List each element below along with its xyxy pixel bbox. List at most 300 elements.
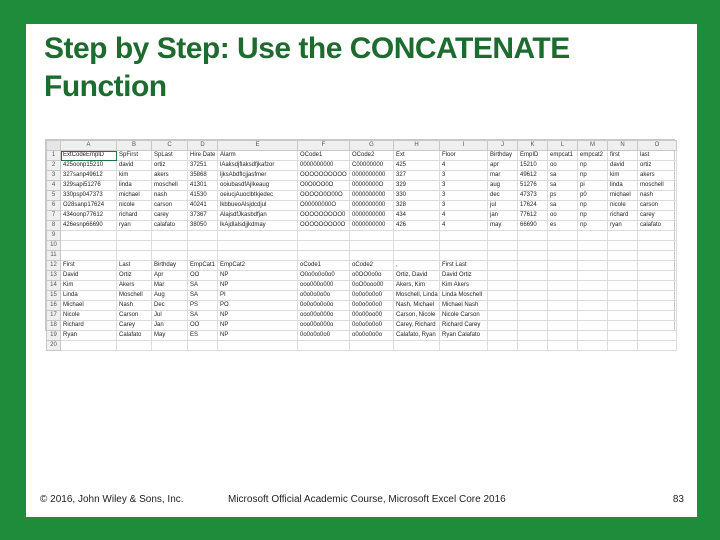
grid-cell[interactable] [518,251,548,261]
grid-cell[interactable] [298,231,350,241]
grid-cell[interactable]: Ortiz [117,271,152,281]
grid-cell[interactable] [638,311,677,321]
grid-cell[interactable]: 00o00oo00 [350,311,394,321]
grid-cell[interactable] [608,261,638,271]
column-header[interactable]: E [218,141,298,151]
grid-cell[interactable]: akers [152,171,188,181]
grid-cell[interactable]: 434 [394,211,440,221]
grid-cell[interactable]: 426esnp66690 [61,221,117,231]
grid-cell[interactable]: 41530 [188,191,218,201]
grid-cell[interactable]: nicole [608,201,638,211]
grid-cell[interactable]: 329sapi51276 [61,181,117,191]
grid-cell[interactable]: 41301 [188,181,218,191]
grid-cell[interactable] [578,261,608,271]
row-header[interactable]: 9 [47,231,61,241]
grid-cell[interactable] [188,341,218,351]
grid-cell[interactable]: NP [218,321,298,331]
grid-cell[interactable]: michael [608,191,638,201]
grid-cell[interactable] [638,281,677,291]
grid-cell[interactable]: First Last [440,261,488,271]
grid-cell[interactable]: NP [218,281,298,291]
grid-cell[interactable] [350,241,394,251]
grid-cell[interactable] [518,341,548,351]
grid-cell[interactable]: 47373 [518,191,548,201]
grid-cell[interactable] [218,251,298,261]
grid-cell[interactable]: 330 [394,191,440,201]
grid-cell[interactable] [488,291,518,301]
grid-cell[interactable]: ExtCodeEmplD [61,151,117,161]
grid-cell[interactable] [394,341,440,351]
grid-cell[interactable] [578,331,608,341]
select-all-corner[interactable] [47,141,61,151]
grid-cell[interactable]: 0000000000 [350,211,394,221]
grid-cell[interactable]: np [578,201,608,211]
grid-cell[interactable] [188,241,218,251]
grid-cell[interactable]: O00000000O [298,201,350,211]
grid-cell[interactable]: david [608,161,638,171]
row-header[interactable]: 7 [47,211,61,221]
grid-cell[interactable] [548,291,578,301]
row-header[interactable]: 17 [47,311,61,321]
grid-cell[interactable]: 4 [440,211,488,221]
grid-cell[interactable]: lkAjdlalsdjjkdmay [218,221,298,231]
grid-cell[interactable]: may [488,221,518,231]
grid-cell[interactable] [488,281,518,291]
grid-cell[interactable] [394,251,440,261]
row-header[interactable]: 6 [47,201,61,211]
grid-cell[interactable]: David Ortiz [440,271,488,281]
grid-cell[interactable]: moschell [638,181,677,191]
grid-cell[interactable]: OOOOOOOOOO [298,171,350,181]
grid-cell[interactable] [488,311,518,321]
grid-cell[interactable]: 0o0o0o0o0o [298,301,350,311]
grid-cell[interactable]: ljksAbdflcjjasfmer [218,171,298,181]
grid-cell[interactable]: david [117,161,152,171]
grid-cell[interactable]: Carson, Nicole [394,311,440,321]
grid-cell[interactable]: OCode1 [298,151,350,161]
grid-cell[interactable]: Jul [152,311,188,321]
grid-cell[interactable]: 40241 [188,201,218,211]
grid-cell[interactable]: Last [117,261,152,271]
grid-cell[interactable] [152,241,188,251]
grid-cell[interactable]: Carey, Richard [394,321,440,331]
grid-cell[interactable]: Nicole Carson [440,311,488,321]
grid-cell[interactable]: kim [117,171,152,181]
column-header[interactable]: K [518,141,548,151]
grid-cell[interactable] [188,231,218,241]
grid-cell[interactable] [638,341,677,351]
grid-cell[interactable]: richard [608,211,638,221]
grid-cell[interactable] [488,321,518,331]
grid-cell[interactable] [298,341,350,351]
grid-cell[interactable]: ortiz [638,161,677,171]
grid-cell[interactable]: apr [488,161,518,171]
grid-cell[interactable]: SA [188,291,218,301]
grid-cell[interactable]: dec [488,191,518,201]
grid-cell[interactable]: 3 [440,191,488,201]
grid-cell[interactable] [608,291,638,301]
grid-cell[interactable]: 0o0o0o0o0 [350,301,394,311]
grid-cell[interactable]: carey [152,211,188,221]
grid-cell[interactable]: Linda Moschell [440,291,488,301]
grid-cell[interactable]: Calafato, Ryan [394,331,440,341]
grid-cell[interactable] [608,251,638,261]
grid-cell[interactable]: Richard Carey [440,321,488,331]
grid-cell[interactable]: moschell [152,181,188,191]
grid-cell[interactable]: OO [188,271,218,281]
grid-cell[interactable]: ooo000o000 [298,281,350,291]
grid-cell[interactable] [394,231,440,241]
grid-cell[interactable]: oCode1 [298,261,350,271]
grid-cell[interactable] [578,271,608,281]
grid-cell[interactable] [518,321,548,331]
grid-cell[interactable] [518,311,548,321]
grid-cell[interactable] [578,231,608,241]
grid-cell[interactable]: 66690 [518,221,548,231]
grid-cell[interactable] [608,311,638,321]
grid-cell[interactable]: 3 [440,171,488,181]
grid-cell[interactable]: 330psp047373 [61,191,117,201]
grid-cell[interactable]: kim [608,171,638,181]
grid-cell[interactable] [518,241,548,251]
column-header[interactable]: L [548,141,578,151]
grid-cell[interactable] [440,251,488,261]
grid-cell[interactable]: AlajsdfJkasbdfjan [218,211,298,221]
grid-cell[interactable]: Apr [152,271,188,281]
grid-cell[interactable]: Jan [152,321,188,331]
grid-cell[interactable]: Hire Date [188,151,218,161]
grid-cell[interactable]: OOOOOOOO0O [298,221,350,231]
grid-cell[interactable]: linda [117,181,152,191]
grid-cell[interactable]: 37251 [188,161,218,171]
grid-cell[interactable]: SA [188,311,218,321]
grid-cell[interactable] [608,341,638,351]
grid-cell[interactable]: First [61,261,117,271]
grid-cell[interactable]: 327 [394,171,440,181]
grid-cell[interactable] [548,341,578,351]
grid-cell[interactable] [638,301,677,311]
grid-cell[interactable] [638,321,677,331]
grid-cell[interactable]: Michael [61,301,117,311]
row-header[interactable]: 11 [47,251,61,261]
grid-cell[interactable]: oo [548,161,578,171]
row-header[interactable]: 10 [47,241,61,251]
grid-cell[interactable]: 4 [440,221,488,231]
grid-cell[interactable]: ryan [117,221,152,231]
grid-cell[interactable] [440,241,488,251]
column-header[interactable]: M [578,141,608,151]
grid-cell[interactable]: NP [218,331,298,341]
column-header[interactable]: H [394,141,440,151]
grid-cell[interactable] [488,341,518,351]
row-header[interactable]: 18 [47,321,61,331]
grid-cell[interactable] [188,251,218,261]
grid-cell[interactable]: oeiucjAuoclbtkjedec [218,191,298,201]
grid-cell[interactable] [578,311,608,321]
grid-cell[interactable]: 51276 [518,181,548,191]
grid-cell[interactable]: 00000000O [350,181,394,191]
grid-cell[interactable]: 0000000000 [298,161,350,171]
column-header[interactable]: G [350,141,394,151]
row-header[interactable]: 13 [47,271,61,281]
grid-cell[interactable]: 77612 [518,211,548,221]
grid-cell[interactable] [488,331,518,341]
grid-cell[interactable]: sa [548,181,578,191]
grid-cell[interactable]: ooiubasdfAjlkeaug [218,181,298,191]
grid-cell[interactable]: NP [218,311,298,321]
grid-cell[interactable]: Carey [117,321,152,331]
grid-cell[interactable]: Nash [117,301,152,311]
grid-cell[interactable] [117,231,152,241]
grid-cell[interactable]: Nash, Michael [394,301,440,311]
grid-cell[interactable] [638,261,677,271]
grid-cell[interactable]: C00000000 [350,161,394,171]
grid-cell[interactable]: oo [548,211,578,221]
row-header[interactable]: 2 [47,161,61,171]
grid-cell[interactable]: EmpCat2 [218,261,298,271]
grid-cell[interactable]: Birthday [488,151,518,161]
column-header[interactable]: I [440,141,488,151]
grid-cell[interactable]: NP [218,271,298,281]
grid-cell[interactable]: 434oonp77612 [61,211,117,221]
grid-cell[interactable] [298,241,350,251]
grid-cell[interactable]: pi [578,181,608,191]
grid-cell[interactable]: oCode2 [350,261,394,271]
grid-cell[interactable] [608,271,638,281]
grid-cell[interactable]: akers [638,171,677,181]
grid-cell[interactable]: 0oO0ooo00 [350,281,394,291]
grid-cell[interactable]: lAaksdjflaksdfjkafzor [218,161,298,171]
grid-cell[interactable]: nash [638,191,677,201]
grid-cell[interactable]: SA [188,281,218,291]
grid-cell[interactable]: linda [608,181,638,191]
grid-cell[interactable]: Dec [152,301,188,311]
grid-cell[interactable]: ortiz [152,161,188,171]
grid-cell[interactable]: Carson [117,311,152,321]
grid-cell[interactable]: Ext [394,151,440,161]
grid-cell[interactable]: Aug [152,291,188,301]
grid-cell[interactable] [548,251,578,261]
column-header[interactable]: F [298,141,350,151]
grid-cell[interactable]: 4 [440,161,488,171]
grid-cell[interactable]: carson [152,201,188,211]
grid-cell[interactable] [518,301,548,311]
grid-cell[interactable]: es [548,221,578,231]
grid-cell[interactable]: 0000000000 [350,201,394,211]
grid-cell[interactable] [578,301,608,311]
grid-cell[interactable] [61,241,117,251]
grid-cell[interactable] [518,231,548,241]
grid-cell[interactable] [394,241,440,251]
grid-cell[interactable]: 0000000000 [350,221,394,231]
row-header[interactable]: 5 [47,191,61,201]
grid-cell[interactable] [518,291,548,301]
grid-cell[interactable]: 0o0o0o0o0 [298,331,350,341]
grid-cell[interactable]: 425oonp15210 [61,161,117,171]
grid-cell[interactable]: o0o0o0o0o [298,291,350,301]
grid-cell[interactable] [218,341,298,351]
grid-cell[interactable]: O0o0o0o0o0 [298,271,350,281]
row-header[interactable]: 1 [47,151,61,161]
grid-cell[interactable]: 15210 [518,161,548,171]
grid-cell[interactable] [548,281,578,291]
grid-cell[interactable] [578,241,608,251]
grid-cell[interactable]: 49612 [518,171,548,181]
grid-cell[interactable]: , [394,261,440,271]
row-header[interactable]: 16 [47,301,61,311]
grid-cell[interactable]: Mar [152,281,188,291]
row-header[interactable]: 12 [47,261,61,271]
grid-cell[interactable] [350,251,394,261]
grid-cell[interactable]: Akers, Kim [394,281,440,291]
column-header[interactable]: B [117,141,152,151]
column-header[interactable]: C [152,141,188,151]
grid-cell[interactable]: EmpCat1 [188,261,218,271]
grid-cell[interactable] [548,301,578,311]
grid-cell[interactable]: michael [117,191,152,201]
grid-cell[interactable]: SpLast [152,151,188,161]
grid-cell[interactable] [117,341,152,351]
grid-cell[interactable] [578,251,608,261]
grid-cell[interactable]: 0o0o0o0o0 [350,321,394,331]
row-header[interactable]: 15 [47,291,61,301]
row-header[interactable]: 19 [47,331,61,341]
grid-cell[interactable]: 35868 [188,171,218,181]
grid-cell[interactable]: O28sanp17624 [61,201,117,211]
grid-cell[interactable]: 38050 [188,221,218,231]
grid-cell[interactable] [218,241,298,251]
grid-cell[interactable]: ps [548,191,578,201]
grid-cell[interactable]: 17624 [518,201,548,211]
grid-cell[interactable] [578,321,608,331]
grid-cell[interactable] [548,231,578,241]
grid-cell[interactable] [638,291,677,301]
grid-cell[interactable] [608,231,638,241]
grid-cell[interactable]: np [578,171,608,181]
grid-cell[interactable] [298,251,350,261]
grid-cell[interactable]: o0OO0o0o [350,271,394,281]
grid-cell[interactable]: last [638,151,677,161]
grid-cell[interactable]: Kim Akers [440,281,488,291]
grid-cell[interactable] [548,271,578,281]
grid-cell[interactable]: np [578,211,608,221]
grid-cell[interactable]: np [578,221,608,231]
grid-cell[interactable] [117,241,152,251]
grid-cell[interactable]: sa [548,201,578,211]
column-header[interactable]: N [608,141,638,151]
grid-cell[interactable]: carey [638,211,677,221]
grid-cell[interactable]: lkbbueoAlsjdcdjul [218,201,298,211]
grid-cell[interactable] [548,311,578,321]
grid-cell[interactable]: richard [117,211,152,221]
grid-cell[interactable]: EmpID [518,151,548,161]
grid-cell[interactable]: sa [548,171,578,181]
grid-cell[interactable] [608,241,638,251]
grid-cell[interactable]: Nicole [61,311,117,321]
row-header[interactable]: 20 [47,341,61,351]
grid-cell[interactable] [638,331,677,341]
grid-cell[interactable] [488,251,518,261]
grid-cell[interactable]: 0000000000 [350,171,394,181]
grid-cell[interactable] [638,271,677,281]
grid-cell[interactable] [518,261,548,271]
grid-cell[interactable]: Calafato [117,331,152,341]
row-header[interactable]: 3 [47,171,61,181]
grid-cell[interactable]: PI [218,291,298,301]
row-header[interactable]: 4 [47,181,61,191]
grid-cell[interactable]: o0o0o0o0o [350,331,394,341]
grid-cell[interactable]: Moschell, Linda [394,291,440,301]
grid-cell[interactable]: jan [488,211,518,221]
column-header[interactable]: O [638,141,677,151]
grid-cell[interactable]: Alarm [218,151,298,161]
grid-cell[interactable] [488,241,518,251]
grid-cell[interactable]: PS [188,301,218,311]
grid-cell[interactable]: jul [488,201,518,211]
grid-cell[interactable] [488,271,518,281]
grid-cell[interactable] [548,321,578,331]
grid-cell[interactable]: 37367 [188,211,218,221]
grid-cell[interactable] [488,231,518,241]
grid-cell[interactable]: PO [218,301,298,311]
grid-cell[interactable]: SpFirst [117,151,152,161]
row-header[interactable]: 14 [47,281,61,291]
grid-cell[interactable] [488,301,518,311]
row-header[interactable]: 8 [47,221,61,231]
grid-cell[interactable] [578,341,608,351]
grid-cell[interactable]: mar [488,171,518,181]
grid-cell[interactable] [218,231,298,241]
column-header[interactable]: D [188,141,218,151]
grid-cell[interactable] [152,341,188,351]
grid-cell[interactable] [488,261,518,271]
grid-cell[interactable] [638,241,677,251]
grid-cell[interactable] [608,281,638,291]
grid-cell[interactable]: Linda [61,291,117,301]
grid-cell[interactable]: ES [188,331,218,341]
grid-cell[interactable]: nash [152,191,188,201]
grid-cell[interactable]: 327sanp49612 [61,171,117,181]
grid-cell[interactable]: Ortiz, David [394,271,440,281]
grid-cell[interactable] [638,231,677,241]
grid-cell[interactable] [518,271,548,281]
grid-cell[interactable]: Akers [117,281,152,291]
grid-cell[interactable] [61,251,117,261]
grid-cell[interactable]: np [578,161,608,171]
grid-cell[interactable] [608,321,638,331]
grid-cell[interactable]: 0000000000 [350,191,394,201]
grid-cell[interactable] [548,261,578,271]
grid-cell[interactable]: empcat2 [578,151,608,161]
grid-cell[interactable] [518,281,548,291]
grid-cell[interactable]: OO [188,321,218,331]
grid-cell[interactable]: May [152,331,188,341]
grid-cell[interactable]: Birthday [152,261,188,271]
column-header[interactable]: J [488,141,518,151]
grid-cell[interactable]: Michael Nash [440,301,488,311]
grid-cell[interactable] [578,281,608,291]
grid-cell[interactable] [350,231,394,241]
grid-cell[interactable]: p0 [578,191,608,201]
grid-cell[interactable]: 3 [440,201,488,211]
grid-cell[interactable] [548,331,578,341]
grid-cell[interactable]: Ryan [61,331,117,341]
grid-cell[interactable]: 3 [440,181,488,191]
grid-cell[interactable]: O0O0OO0O [298,181,350,191]
grid-cell[interactable]: calafato [638,221,677,231]
grid-cell[interactable]: empcat1 [548,151,578,161]
grid-cell[interactable]: ryan [608,221,638,231]
